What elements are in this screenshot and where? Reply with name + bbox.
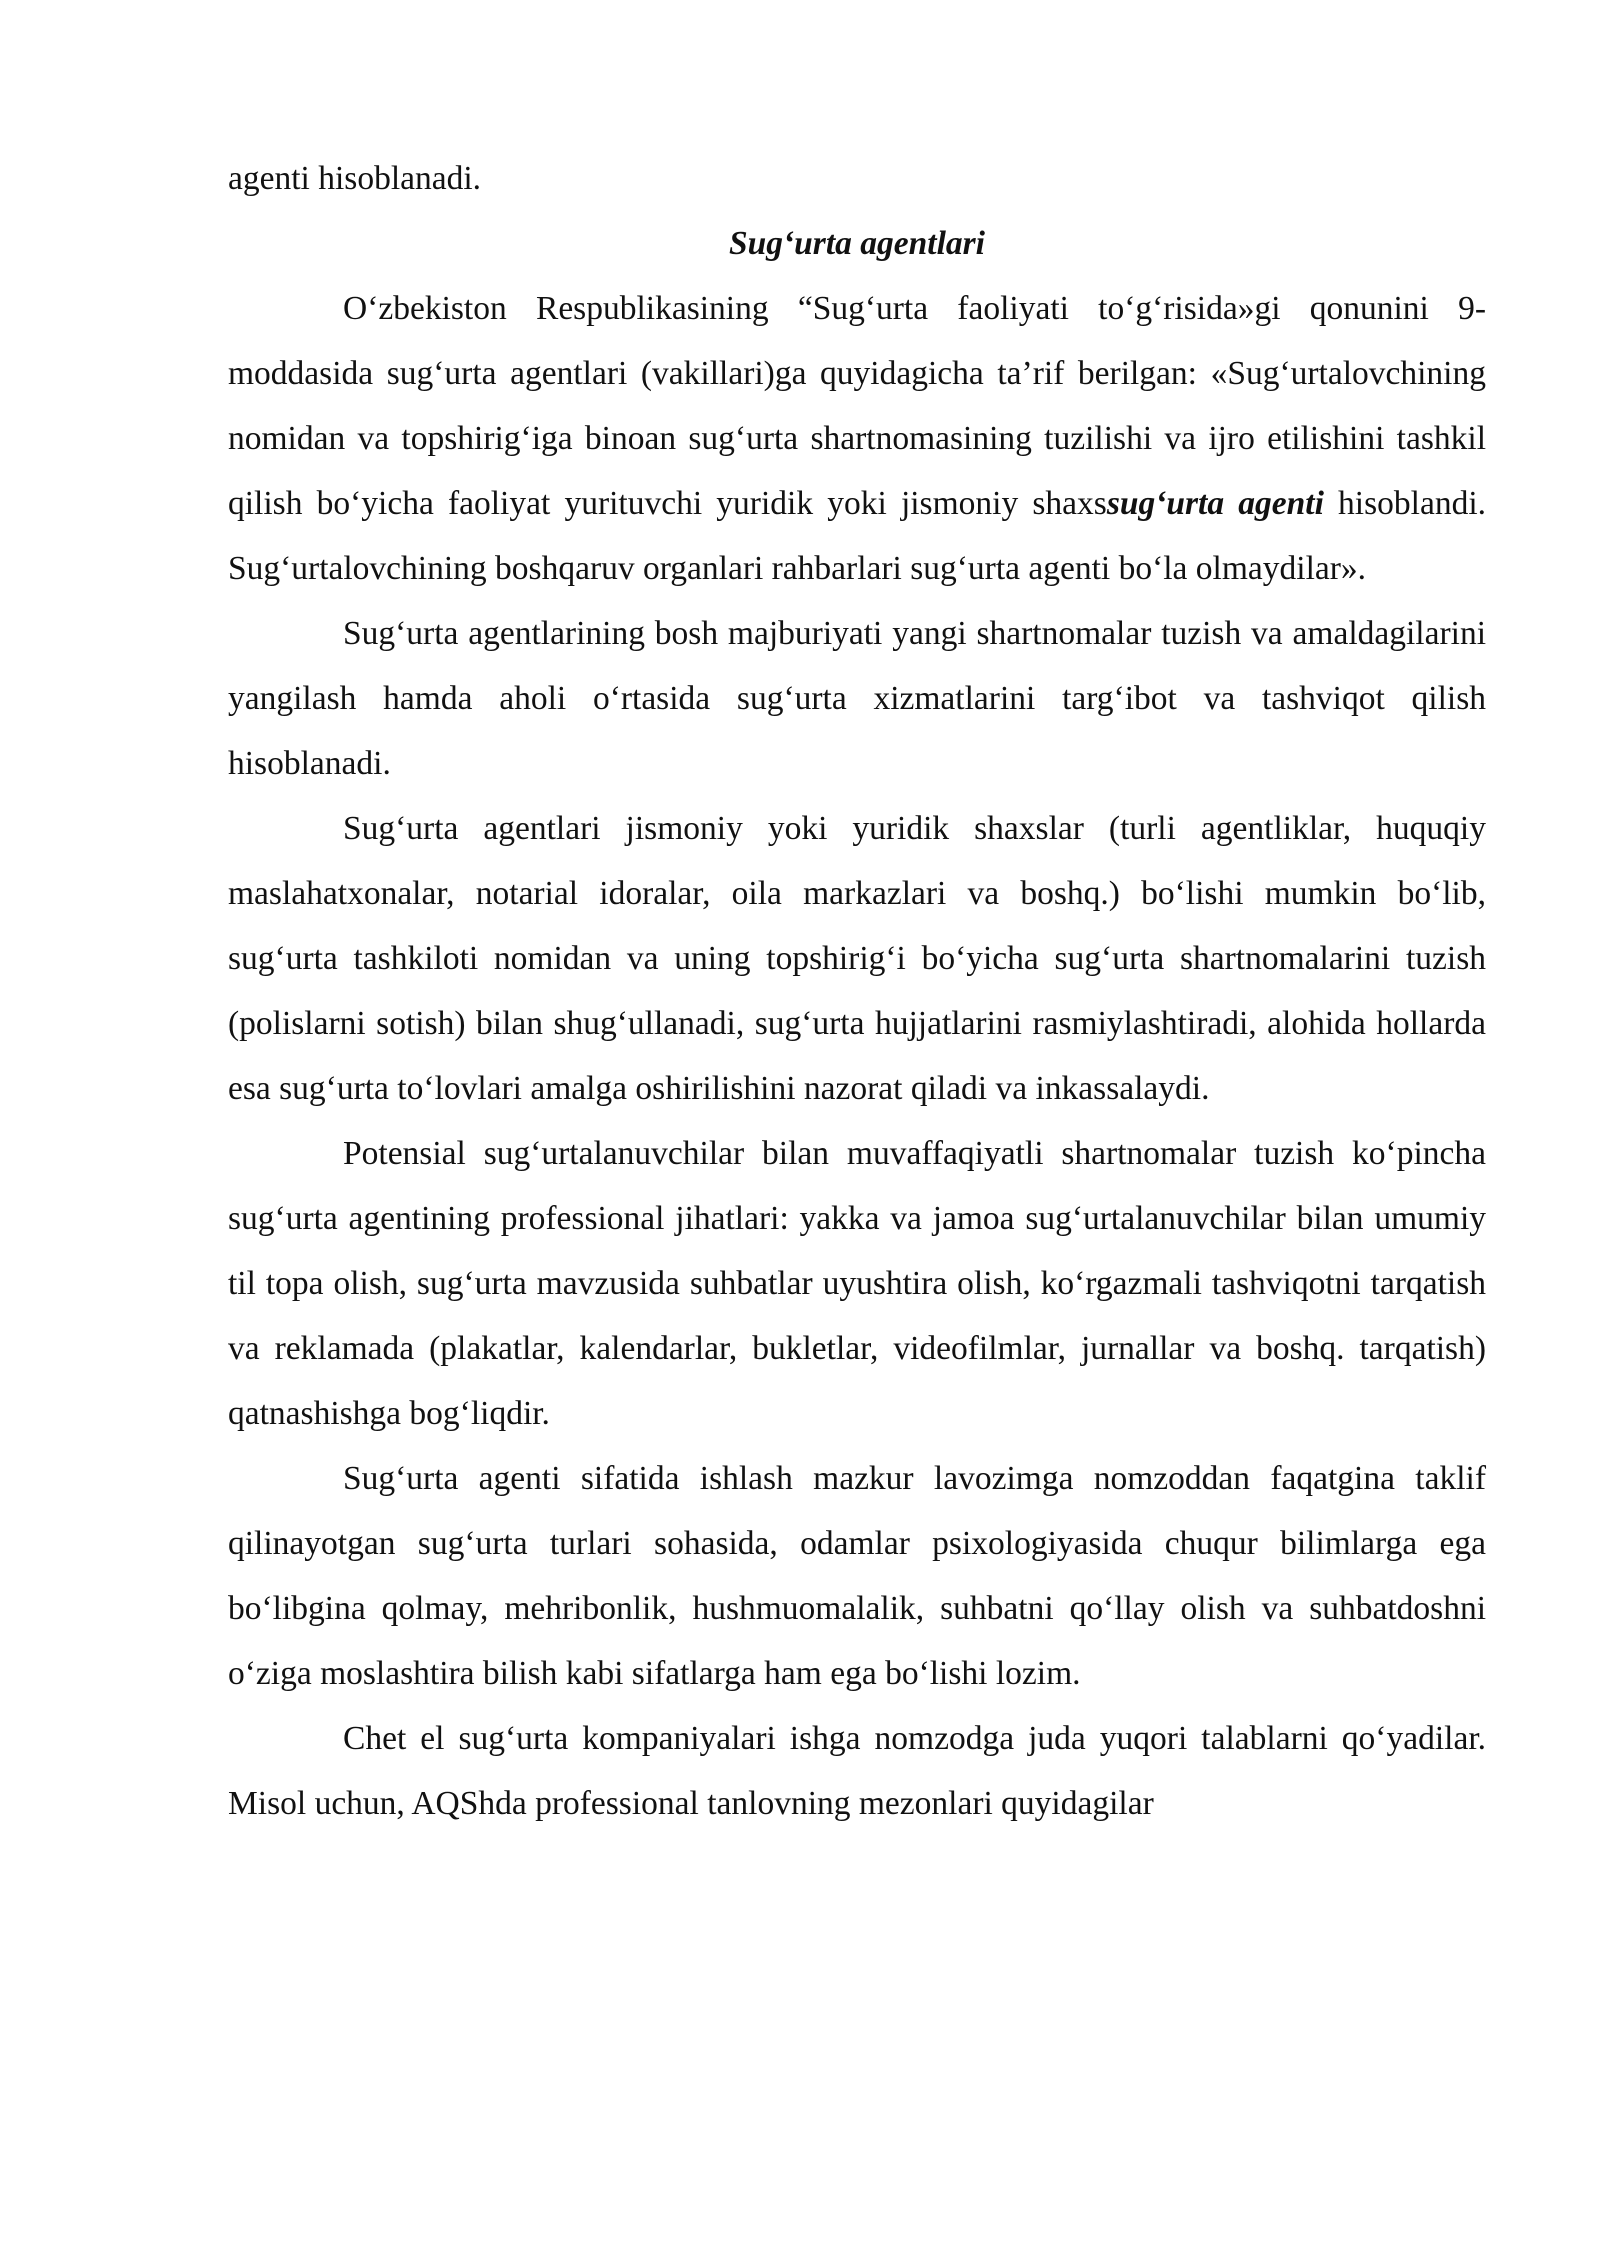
paragraph-definition-tail: hisoblandi. Sug‘urtalovchining boshqaruv organlari rahbarlari sug‘urta agenti bo‘la olmaydilar». bbox=[228, 485, 1486, 587]
section-heading: Sug‘urta agentlari bbox=[729, 225, 985, 262]
paragraph-foreign-requirements: Chet el sug‘urta kompaniyalari ishga nomzodga juda yuqori talablarni qo‘yadilar. Misol uchun, AQShda professional tanlovning mezonlari quyidagilar bbox=[228, 1720, 1486, 1822]
document-page bbox=[228, 146, 1486, 1836]
paragraph-professional-skills: Potensial sug‘urtalanuvchilar bilan muvaffaqiyatli shartnomalar tuzish ko‘pincha sug‘urta agentining professional jihatlari: yakka va jamoa sug‘urtalanuvchilar bilan umumiy til topa olish, sug‘urta mavzusida suhbatlar uyushtira olish, ko‘rgazmali tashviqotni tarqatish va reklamada (plakatlar, kalendarlar, bukletlar, videofilmlar, jurnallar va boshq. tarqatish) qatnashishga bog‘liqdir. bbox=[228, 1135, 1486, 1432]
paragraph-duties: Sug‘urta agentlarining bosh majburiyati yangi shartnomalar tuzish va amaldagilarini yangilash hamda aholi o‘rtasida sug‘urta xizmatlarini targ‘ibot va tashviqot qilish hisoblanadi. bbox=[228, 615, 1486, 782]
emphasis-term: sug‘urta agenti bbox=[1106, 485, 1324, 522]
paragraph-qualities: Sug‘urta agenti sifatida ishlash mazkur lavozimga nomzoddan faqatgina taklif qilinayotgan sug‘urta turlari sohasida, odamlar psixologiyasida chuqur bilimlarga ega bo‘libgina qolmay, mehribonlik, hushmuomalalik, suhbatni qo‘llay olish va suhbatdoshni o‘ziga moslashtira bilish kabi sifatlarga ham ega bo‘lishi lozim. bbox=[228, 1460, 1486, 1692]
continuation-text: agenti hisoblanadi. bbox=[228, 160, 482, 197]
paragraph-agent-types: Sug‘urta agentlari jismoniy yoki yuridik shaxslar (turli agentliklar, huquqiy maslahatxonalar, notarial idoralar, oila markazlari va boshq.) bo‘lishi mumkin bo‘lib, sug‘urta tashkiloti nomidan va uning topshirig‘i bo‘yicha sug‘urta shartnomalarini tuzish (polislarni sotish) bilan shug‘ullanadi, sug‘urta hujjatlarini rasmiylashtiradi, alohida hollarda esa sug‘urta to‘lovlari amalga oshirilishini nazorat qiladi va inkassalaydi. bbox=[228, 810, 1486, 1107]
paragraph-definition bbox=[228, 276, 1486, 601]
paragraph-definition-text: O‘zbekiston Respublikasining “Sug‘urta faoliyati to‘g‘risida»gi qonunini 9-moddasida sug‘urta agentlari (vakillari)ga quyidagicha ta’rif berilgan: «Sug‘urtalovchining nomidan va topshirig‘iga binoan sug‘urta shartnomasining tuzilishi va ijro etilishini tashkil qilish bo‘yicha faoliyat yurituvchi yuridik yoki jismoniy shaxs bbox=[228, 290, 1486, 522]
